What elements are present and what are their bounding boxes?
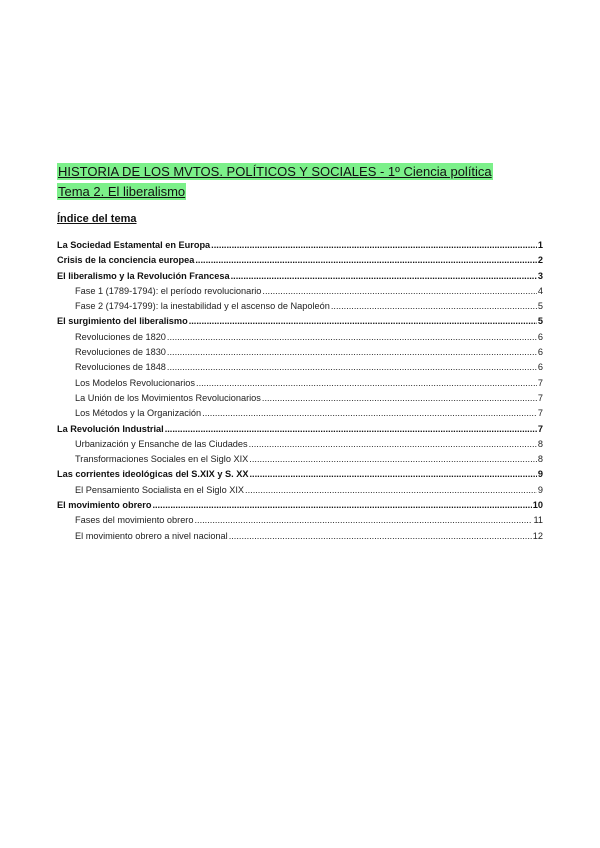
toc-entry-title: Urbanización y Ensanche de las Ciudades bbox=[75, 438, 248, 449]
toc-entry-page: 7 bbox=[537, 392, 543, 403]
toc-entry-title: La Revolución Industrial bbox=[57, 423, 164, 434]
toc-entry-page: 9 bbox=[537, 484, 543, 495]
toc-entry[interactable] bbox=[57, 424, 543, 439]
toc-entry[interactable] bbox=[57, 531, 543, 546]
toc-entry-title: Revoluciones de 1820 bbox=[75, 331, 166, 342]
toc-entry[interactable] bbox=[57, 316, 543, 331]
topic-title: Tema 2. El liberalismo bbox=[58, 184, 186, 199]
toc-entry[interactable] bbox=[57, 255, 543, 270]
toc-entry-title: Los Modelos Revolucionarios bbox=[75, 377, 196, 388]
index-title: Índice del tema bbox=[57, 213, 137, 225]
toc-entry-page: 3 bbox=[537, 270, 543, 281]
toc-dot-leader bbox=[262, 393, 537, 403]
toc-entry-title: Fases del movimiento obrero bbox=[75, 515, 194, 526]
toc-entry-page: 2 bbox=[537, 255, 543, 266]
toc-entry-page: 10 bbox=[532, 500, 543, 511]
toc-dot-leader bbox=[249, 454, 537, 464]
toc-entry-page: 6 bbox=[537, 347, 543, 358]
toc-dot-leader bbox=[189, 316, 537, 326]
table-of-contents bbox=[57, 240, 543, 546]
toc-entry[interactable] bbox=[57, 332, 543, 347]
toc-dot-leader bbox=[196, 378, 537, 388]
toc-entry[interactable] bbox=[57, 271, 543, 286]
toc-entry-page: 8 bbox=[537, 454, 543, 465]
toc-entry-page: 8 bbox=[537, 438, 543, 449]
toc-entry-page: 7 bbox=[537, 408, 543, 419]
toc-entry[interactable] bbox=[57, 362, 543, 377]
toc-entry[interactable] bbox=[57, 515, 543, 530]
toc-entry-page: 12 bbox=[532, 530, 543, 541]
toc-entry-page: 7 bbox=[537, 423, 543, 434]
toc-entry-title: El movimiento obrero a nivel nacional bbox=[75, 530, 228, 541]
toc-dot-leader bbox=[167, 347, 537, 357]
toc-entry-page: 6 bbox=[537, 362, 543, 373]
toc-entry-page: 4 bbox=[537, 285, 543, 296]
toc-entry[interactable] bbox=[57, 301, 543, 316]
toc-entry-title: Crisis de la conciencia europea bbox=[57, 255, 195, 266]
toc-entry-title: Los Métodos y la Organización bbox=[75, 408, 202, 419]
toc-dot-leader bbox=[249, 469, 536, 479]
toc-entry[interactable] bbox=[57, 347, 543, 362]
toc-entry[interactable] bbox=[57, 286, 543, 301]
toc-entry-title: Revoluciones de 1848 bbox=[75, 362, 166, 373]
toc-dot-leader bbox=[152, 500, 531, 510]
toc-dot-leader bbox=[167, 332, 537, 342]
toc-entry[interactable] bbox=[57, 378, 543, 393]
toc-entry-title: La Sociedad Estamental en Europa bbox=[57, 240, 211, 250]
course-title: HISTORIA DE LOS MVTOS. POLÍTICOS Y SOCIALES - 1º Ciencia política bbox=[58, 164, 492, 179]
toc-entry-page: 1 bbox=[537, 240, 543, 250]
toc-entry-title: El surgimiento del liberalismo bbox=[57, 316, 188, 327]
toc-dot-leader bbox=[202, 408, 537, 418]
toc-dot-leader bbox=[167, 362, 537, 372]
toc-dot-leader bbox=[194, 515, 532, 525]
toc-entry-title: Transformaciones Sociales en el Siglo XIX bbox=[75, 454, 249, 465]
toc-entry[interactable] bbox=[57, 485, 543, 500]
toc-entry-title: La Unión de los Movimientos Revolucionarios bbox=[75, 392, 261, 403]
toc-entry-title: Revoluciones de 1830 bbox=[75, 347, 166, 358]
toc-dot-leader bbox=[249, 439, 537, 449]
toc-dot-leader bbox=[165, 424, 537, 434]
toc-dot-leader bbox=[245, 485, 537, 495]
toc-entry-page: 11 bbox=[533, 515, 543, 526]
toc-entry-page: 5 bbox=[537, 316, 543, 327]
toc-dot-leader bbox=[229, 531, 532, 541]
toc-entry-page: 6 bbox=[537, 331, 543, 342]
toc-entry[interactable] bbox=[57, 469, 543, 484]
document-header bbox=[57, 163, 493, 203]
toc-entry-title: El liberalismo y la Revolución Francesa bbox=[57, 270, 230, 281]
toc-entry[interactable] bbox=[57, 240, 543, 255]
toc-entry-title: Fase 2 (1794-1799): la inestabilidad y el ascenso de Napoleón bbox=[75, 301, 330, 312]
toc-dot-leader bbox=[211, 240, 537, 250]
toc-entry-title: El movimiento obrero bbox=[57, 500, 152, 511]
toc-dot-leader bbox=[231, 271, 537, 281]
toc-entry-page: 5 bbox=[537, 301, 543, 312]
toc-entry-title: El Pensamiento Socialista en el Siglo XIX bbox=[75, 484, 245, 495]
toc-entry[interactable] bbox=[57, 439, 543, 454]
toc-entry[interactable] bbox=[57, 408, 543, 423]
toc-entry-title: Fase 1 (1789-1794): el período revolucionario bbox=[75, 285, 262, 296]
toc-dot-leader bbox=[262, 286, 536, 296]
toc-dot-leader bbox=[195, 255, 537, 265]
toc-dot-leader bbox=[331, 301, 537, 311]
toc-entry[interactable] bbox=[57, 393, 543, 408]
toc-entry[interactable] bbox=[57, 454, 543, 469]
toc-entry-title: Las corrientes ideológicas del S.XIX y S. XX bbox=[57, 469, 249, 480]
toc-entry-page: 7 bbox=[537, 377, 543, 388]
toc-entry-page: 9 bbox=[537, 469, 543, 480]
toc-entry[interactable] bbox=[57, 500, 543, 515]
